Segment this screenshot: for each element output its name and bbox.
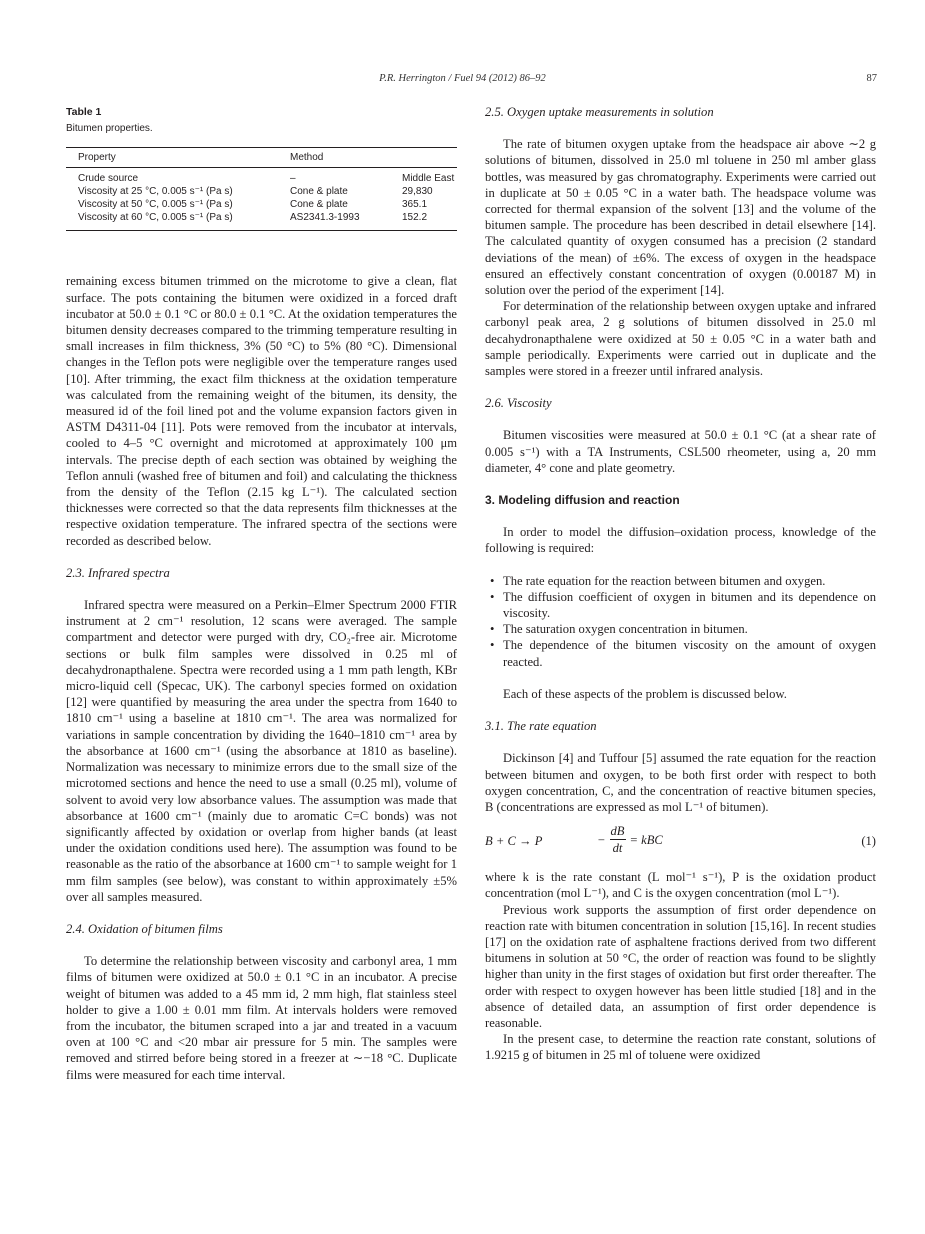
list-item: • The dependence of the bitumen viscosity on the amount of oxygen reacted. <box>485 637 876 669</box>
paragraph: Previous work supports the assumption of first order dependence on reaction rate with bitumen concentration in solution [15,16]. In recent studies [17] on the oxidation rate of asphaltene fractions derived from two different bitumens in solution at 50 °C, the order of reaction was found to be slightly higher than unity in the first stages of oxidation but first order thereafter. The order with respect to oxygen however has been little studied [18] and in the absence of detailed data, an assumption of first order dependence is reasonable. <box>485 902 876 1030</box>
section-heading: 3.1. The rate equation <box>485 719 597 734</box>
table-row <box>66 168 457 186</box>
table-cell: – <box>290 173 296 185</box>
paragraph: Dickinson [4] and Tuffour [5] assumed the rate equation for the reaction between bitumen and oxygen, to be both first order with respect to both oxygen concentration, C, and the concentration of reactive bitumen species, B (concentrations are expressed as mol L⁻¹ of bitumen). <box>485 751 876 814</box>
section-heading: 2.5. Oxygen uptake measurements in solution <box>485 105 714 119</box>
paragraph: where k is the rate constant (L mol⁻¹ s⁻¹), P is the oxidation product concentration (mol L⁻¹), and C is the oxygen concentration (mol L⁻¹). <box>485 870 876 901</box>
table-cell: Cone & plate <box>290 199 348 211</box>
paragraph: To determine the relationship between viscosity and carbonyl area, 1 mm films of bitumen were oxidized at 50.0 ± 0.1 °C in an incubator. A precise weight of bitumen was added to a 45 mm id, 2 mm high, flat stainless steel holder to give a 1.00 ± 0.01 mm film. At intervals holders were removed from the incubator, the bitumen scraped into a jar and treated in a vacuum oven at 100 °C and <20 mbar air pressure for 5 min. The samples were removed and stirred before being stored in a freezer at ∼−18 °C. Duplicate films were measured for each time interval. <box>66 954 457 1082</box>
requirements-list <box>485 573 876 670</box>
paragraph: Infrared spectra were measured on a Perkin–Elmer Spectrum 2000 FTIR instrument at 2 cm⁻¹ resolution, 12 scans were averaged. The sample compartment and detector were purged with dry, CO₂-free air. Microtome sections or bulk film samples were dissolved in 0.25 ml of decahydronapthalene. Spectra were recorded using a 1 mm path length, KBr micro-liquid cell (Specac, UK). The carbonyl species formed on oxidation [12] were quantified by measuring the area under the spectra from 1640 to 1810 cm⁻¹ using a baseline at 1810 cm⁻¹. The area was normalized for variations in sample concentration by dividing the 1640–1810 cm⁻¹ area by the absorbance at 1600 cm⁻¹ (using the absorbance at 1810 as baseline). Normalization was necessary to minimize errors due to the small size of the microtomed sections and hence the need to use a small (0.25 ml), volume of solvent to avoid very low absorbance values. The assumption was made that absorbance at 1600 cm⁻¹ (mainly due to aromatic C=C bonds) was not significantly affected by oxidation or overlap from higher bands (at least under the oxidation conditions used here). The assumption was found to be reasonable as the ratio of the absorbance at 1600 cm⁻¹ to sample weight for 1 mm film samples (see below), was constant to within approximately ±5% over all samples measured. <box>66 598 457 904</box>
list-item: • The rate equation for the reaction between bitumen and oxygen. <box>485 573 876 589</box>
list-item: • The saturation oxygen concentration in bitumen. <box>485 621 876 637</box>
equation-fraction <box>610 823 626 856</box>
table-cell: Middle East <box>402 173 455 185</box>
table-row <box>66 198 457 211</box>
paragraph: In the present case, to determine the reaction rate constant, solutions of 1.9215 g of bitumen in 25 ml of toluene were oxidized <box>485 1032 876 1063</box>
paragraph: remaining excess bitumen trimmed on the microtome to give a clean, flat surface. The pots containing the bitumen were oxidized in a forced draft incubator at 50.0 ± 0.1 °C or 80.0 ± 0.1 °C. At the oxidation temperatures the bitumen density decreases compared to the trimming temperature resulting in small increases in film thickness, 3% (50 °C) to 5% (80 °C). Dimensional changes in the Teflon pots were negligible over the temperature ranges used [10]. After trimming, the exact film thickness at the oxidation temperature was calculated from the remaining weight of the bitumen, its density, the measured id of the foil lined pot and the volume expansion factors given in ASTM D4311-04 [11]. Pots were removed from the incubator at intervals, cooled to 4–5 °C overnight and microtomed at approximately 100 μm intervals. The precise depth of each section was obtained by weighing the Teflon annuli (washed free of bitumen and foil) and calculating the thickness from the density of the Teflon (2.15 kg L⁻¹). The calculated section thicknesses were corrected so that the data represents film thicknesses at the respective oxidation temperature. The infrared spectra of the sections were recorded as described below. <box>66 274 457 548</box>
equation-lhs: B + C → P <box>485 834 543 849</box>
section-heading: 2.4. Oxidation of bitumen films <box>66 921 223 936</box>
column-header: Method <box>278 148 390 168</box>
table-cell: Viscosity at 25 °C, 0.005 s⁻¹ (Pa s) <box>78 186 233 198</box>
paragraph: Bitumen viscosities were measured at 50.0 ± 0.1 °C (at a shear rate of 0.005 s⁻¹) with a TA Instruments, CSL500 rheometer, using a, 20 mm diameter, 4° cone and plate geometry. <box>485 428 876 475</box>
section-heading: 2.6. Viscosity <box>485 396 552 411</box>
table-caption: Bitumen properties. <box>66 123 153 135</box>
equation-minus: − <box>597 832 606 847</box>
table-cell: 29,830 <box>402 186 433 198</box>
column-header: Property <box>66 148 278 168</box>
fraction-denominator: dt <box>612 841 623 856</box>
left-column <box>66 104 457 1083</box>
right-column <box>485 104 876 1064</box>
table-cell: 365.1 <box>402 199 428 211</box>
list-item: • The diffusion coefficient of oxygen in bitumen and its dependence on viscosity. <box>485 589 876 621</box>
equation-rhs <box>597 823 663 856</box>
bitumen-properties-table <box>66 147 457 231</box>
table-cell: Viscosity at 50 °C, 0.005 s⁻¹ (Pa s) <box>78 199 233 211</box>
section-heading: 2.3. Infrared spectra <box>66 565 170 580</box>
equation-1 <box>485 823 876 861</box>
table-header-row <box>66 148 457 168</box>
paragraph: In order to model the diffusion–oxidation process, knowledge of the following is required: <box>485 525 876 556</box>
paragraph: Each of these aspects of the problem is discussed below. <box>503 686 787 701</box>
running-header: P.R. Herrington / Fuel 94 (2012) 86–92 <box>379 73 546 84</box>
fraction-numerator: dB <box>610 823 626 840</box>
table-cell: Crude source <box>78 173 139 185</box>
equation-number: (1) <box>861 834 876 849</box>
section-heading: 3. Modeling diffusion and reaction <box>485 493 680 508</box>
table-row <box>66 185 457 198</box>
table-row <box>66 211 457 231</box>
table-cell: AS2341.3-1993 <box>278 211 390 231</box>
table-cell: 152.2 <box>390 211 457 231</box>
column-header <box>390 148 457 168</box>
paragraph: The rate of bitumen oxygen uptake from the headspace air above ∼2 g solutions of bitumen, dissolved in 25.0 ml toluene in 250 ml amber glass bottles, was measured by gas chromatography. Experiments were carried out in duplicate at 50 ± 0.05 °C in a water bath. The headspace volume was corrected for thermal expansion of the solvent [13] and the volume of the bitumen sample. The procedure has been described in detail elsewhere [14]. The calculated quantity of oxygen consumed has a precision (2 standard deviations of the mean) of ±6%. The excess of oxygen in the headspace ensured an effectively constant concentration of oxygen (0.00187 M) in solution over the period of the experiment [14]. <box>485 137 876 298</box>
table-cell: Cone & plate <box>290 186 348 198</box>
paragraph: For determination of the relationship between oxygen uptake and infrared carbonyl peak area, 2 g solutions of bitumen dissolved in 25.0 ml decahydronapthalene were oxidized at 50 ± 0.05 °C in a water bath and sample periodically. Experiments were carried out in duplicate and the samples were stored in a freezer until infrared analysis. <box>485 299 876 379</box>
page-number: 87 <box>866 73 877 84</box>
table-1 <box>66 104 457 231</box>
table-cell: Viscosity at 60 °C, 0.005 s⁻¹ (Pa s) <box>66 211 278 231</box>
table-label: Table 1 <box>66 106 102 118</box>
equation-right-side: = kBC <box>629 832 663 847</box>
